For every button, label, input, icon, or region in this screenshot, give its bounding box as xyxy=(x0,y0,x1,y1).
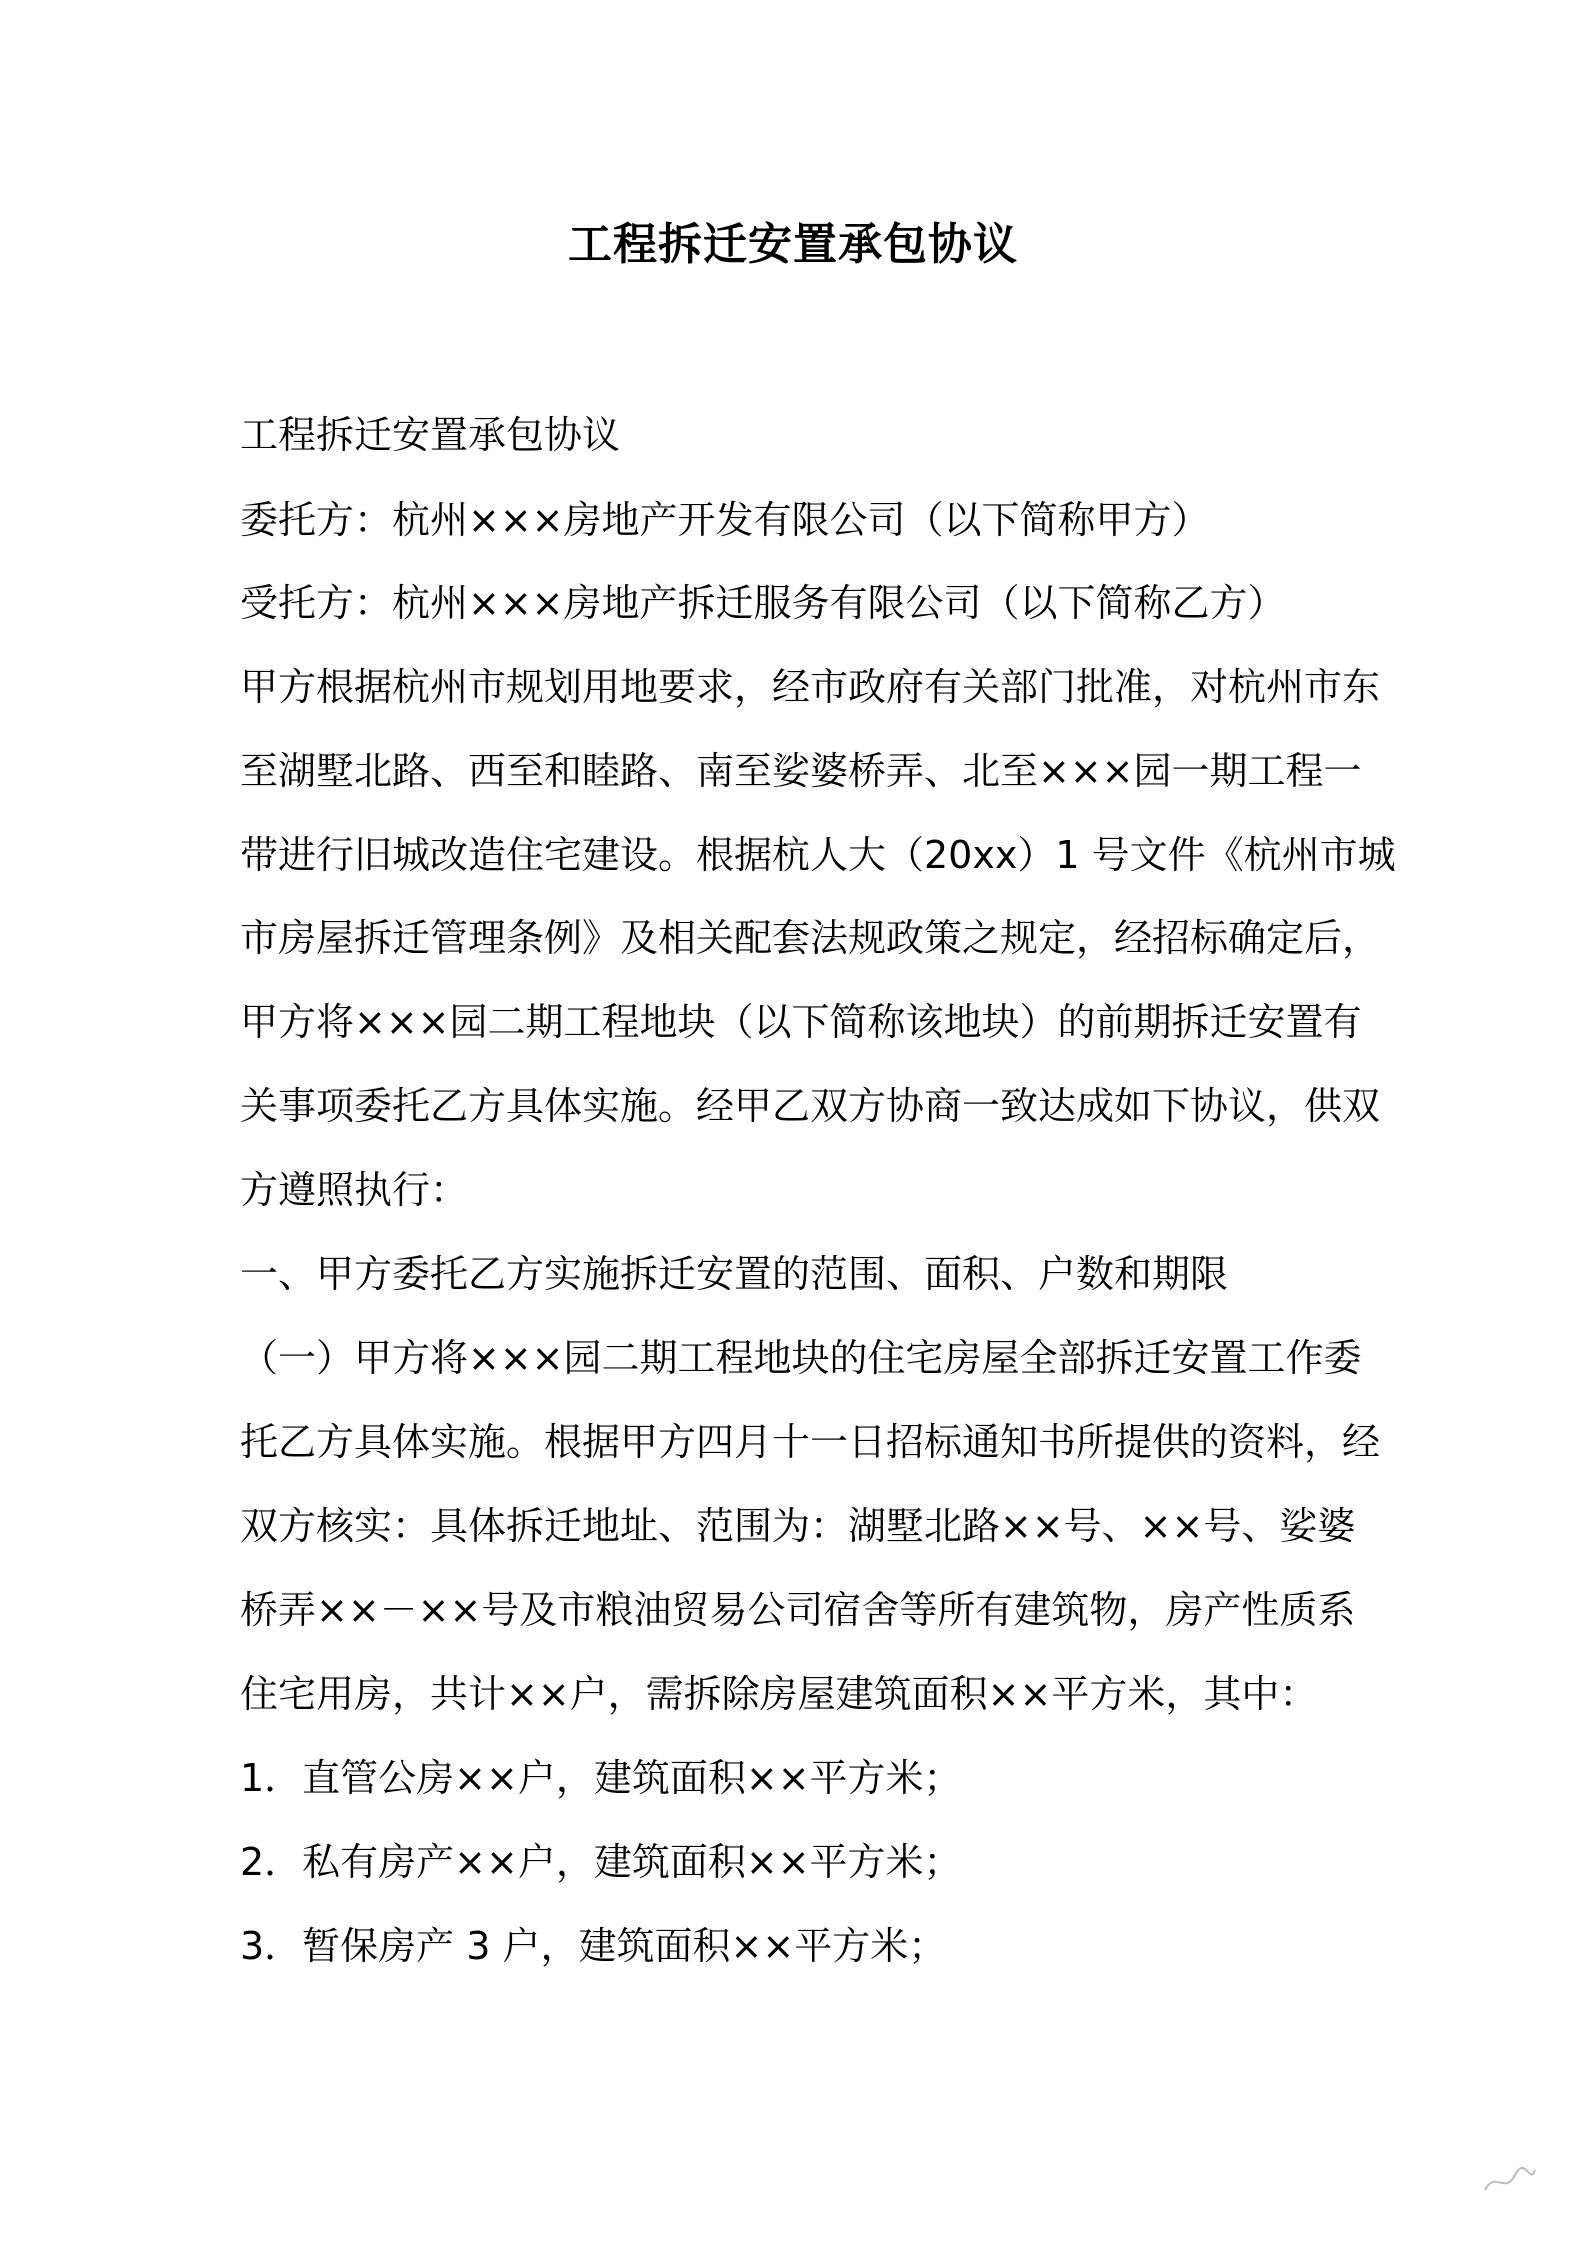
list-item: 2．私有房产××户，建筑面积××平方米； xyxy=(240,1840,962,1884)
doc-line: 甲方将×××园二期工程地块（以下简称该地块）的前期拆迁安置有 xyxy=(240,1000,1362,1044)
doc-line-client: 委托方：杭州×××房地产开发有限公司（以下简称甲方） xyxy=(240,498,1210,542)
doc-line: 双方核实：具体拆迁地址、范围为：湖墅北路××号、××号、娑婆 xyxy=(240,1504,1356,1548)
list-item: 1．直管公房××户，建筑面积××平方米； xyxy=(240,1756,962,1800)
doc-line: 方遵照执行： xyxy=(240,1168,469,1212)
doc-line: 桥弄××－××号及市粮油贸易公司宿舍等所有建筑物，房产性质系 xyxy=(240,1588,1356,1632)
document-title: 工程拆迁安置承包协议 xyxy=(568,219,1018,270)
section-heading: 一、甲方委托乙方实施拆迁安置的范围、面积、户数和期限 xyxy=(240,1252,1229,1296)
doc-line: 托乙方具体实施。根据甲方四月十一日招标通知书所提供的资料，经 xyxy=(240,1420,1381,1464)
doc-line: 至湖墅北路、西至和睦路、南至娑婆桥弄、北至×××园一期工程一 xyxy=(240,749,1362,793)
doc-line-contractor: 受托方：杭州×××房地产拆迁服务有限公司（以下简称乙方） xyxy=(240,581,1286,625)
doc-line: 甲方根据杭州市规划用地要求，经市政府有关部门批准，对杭州市东 xyxy=(240,665,1381,709)
doc-line: 住宅用房，共计××户，需拆除房屋建筑面积××平方米，其中： xyxy=(240,1672,1318,1716)
scribble-mark-icon xyxy=(1480,2160,1540,2200)
doc-line: 市房屋拆迁管理条例》及相关配套法规政策之规定，经招标确定后， xyxy=(240,916,1381,960)
list-item: 3．暂保房产 3 户，建筑面积××平方米； xyxy=(240,1924,947,1968)
doc-line: 关事项委托乙方具体实施。经甲乙双方协商一致达成如下协议，供双 xyxy=(240,1084,1381,1128)
doc-line: （一）甲方将×××园二期工程地块的住宅房屋全部拆迁安置工作委 xyxy=(240,1336,1362,1380)
doc-line-subtitle: 工程拆迁安置承包协议 xyxy=(240,413,621,457)
doc-line: 带进行旧城改造住宅建设。根据杭人大（20xx）1 号文件《杭州市城 xyxy=(240,833,1396,877)
